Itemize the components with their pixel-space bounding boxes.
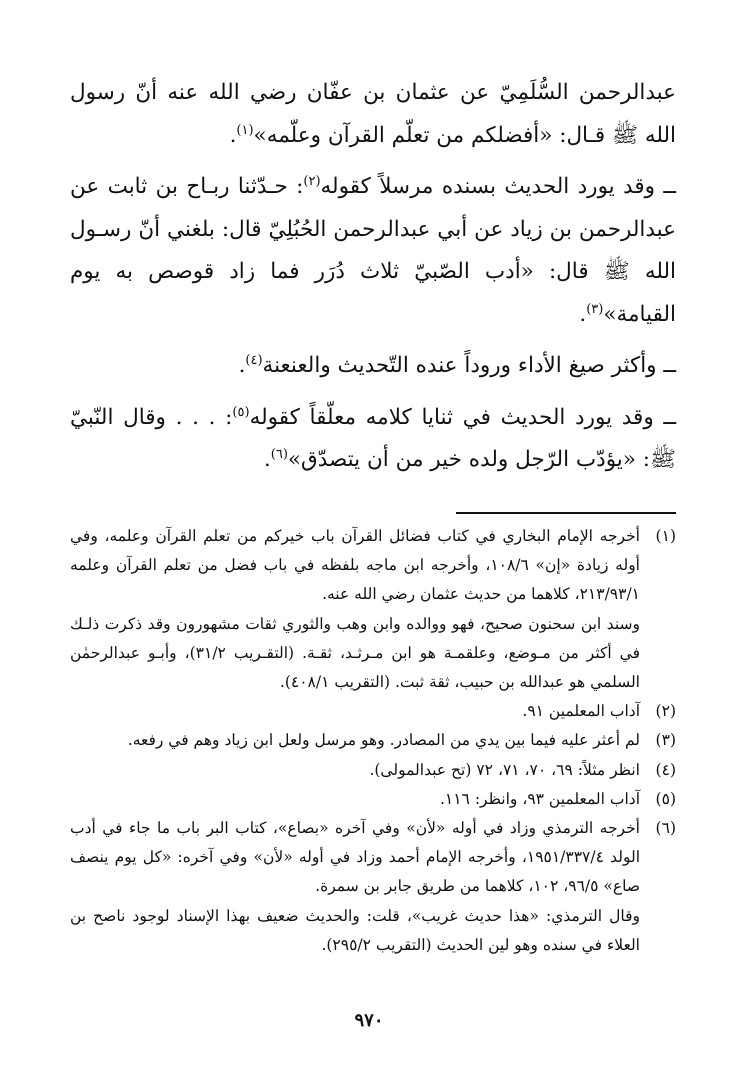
paragraph-4: ــ وقد يورد الحديث في ثنايا كلامه معلّقاً كقوله$^{(٥)}$: . . . وقال النّبيّ ﷺ: «يؤدّب الرّجل ولده خير من أن يتصدّق»$^{(٦)}$. bbox=[70, 404, 676, 472]
footnote-ref: (٤) bbox=[245, 352, 263, 368]
footnote-text: أخرجه الإمام البخاري في كتاب فضائل القرآن باب خيركم من تعلم القرآن وعلمه، وفي أوله زيادة «إن» ١٠٨/٦، وأخرجه ابن ماجه بلفظه في باب فضل من تعلم القرآن وعلمه ٢١٣/٩٣/١، كلاهما من حديث عثمان رضي الله عنه. bbox=[70, 527, 640, 604]
footnote-4 bbox=[70, 756, 676, 785]
footnote-number: (٣) bbox=[655, 731, 676, 750]
footnote-ref: (١) bbox=[236, 122, 254, 138]
main-text bbox=[70, 72, 676, 482]
footnote-ref: (٦) bbox=[270, 446, 288, 462]
footnote-text: لم أعثر عليه فيما بين يدي من المصادر. وهو مرسل ولعل ابن زياد وهم في رفعه. bbox=[127, 731, 640, 750]
footnote-2 bbox=[70, 697, 676, 726]
footnote-ref: (٥) bbox=[232, 404, 250, 420]
footnote-text: أخرجه الترمذي وزاد في أوله «لأن» وفي آخره «بصاع»، كتاب البر باب ما جاء في أدب الولد ١٩٥١/٣٣٧/٤، وأخرجه الإمام أحمد وزاد في أوله «لأن» وفي آخره: «كل يوم ينصف صاع» ٩٦/٥، ١٠٢، كلاهما من طريق جابر بن سمرة. bbox=[70, 819, 640, 896]
footnote-number: (٤) bbox=[655, 760, 676, 779]
footnote-divider bbox=[456, 512, 676, 514]
footnote-3 bbox=[70, 726, 676, 755]
footnote-text: وسند ابن سحنون صحيح، فهو ووالده وابن وهب والثوري ثقات مشهورون وقد ذكرت ذلـك في أكثر من مـوضع، وعلقمـة هو ابن مـرثـد، ثقـة. (التقـريب ٣١/٢)، وأبـو عبدالرحمٰن السلمي هو عبدالله بن حبيب، ثقة ثبت. (التقريب ٤٠٨/١). bbox=[70, 614, 641, 692]
footnote-text: آداب المعلمين ٩١. bbox=[522, 702, 640, 721]
footnote-number: (٥) bbox=[655, 789, 676, 808]
paragraph-1: عبدالرحمن السُّلَمِيّ عن عثمان بن عفّان رضي الله عنه أنّ رسول الله ﷺ قـال: «أفضلكم من تعلّم القرآن وعلّمه»$^{(١)}$. bbox=[70, 80, 676, 148]
footnote-text: انظر مثلاً: ٦٩، ٧٠، ٧١، ٧٢ (تح عبدالمولى). bbox=[369, 760, 640, 779]
footnote-text: آداب المعلمين ٩٣، وانظر: ١١٦. bbox=[439, 789, 640, 808]
footnote-6 bbox=[70, 814, 676, 960]
footnote-number: (٢) bbox=[655, 702, 676, 721]
footnote-number: (١) bbox=[655, 527, 676, 545]
footnotes bbox=[70, 522, 676, 960]
footnote-5 bbox=[70, 785, 676, 814]
footnote-ref: (٢) bbox=[303, 173, 321, 189]
paragraph-2: ــ وقد يورد الحديث بسنده مرسلاً كقوله$^{(٢)}$: حـدّثنا ربـاح بن ثابت عن عبدالرحمن بن زياد عن أبي عبدالرحمن الحُبُلِيّ قال: بلغني أنّ رسـول الله ﷺ قال: «أدب الصّبيّ ثلاث دُرَر فما زاد قوصص به يوم القيامة»$^{(٣)}$. bbox=[70, 173, 676, 327]
footnote-text: وقال الترمذي: «هذا حديث غريب»، قلت: والحديث ضعيف بهذا الإسناد لوجود ناصح بن العلاء في سنده وهو لين الحديث (التقريب ٢٩٥/٢). bbox=[70, 906, 640, 954]
page-number: ٩٧٠ bbox=[354, 1010, 384, 1031]
footnote-ref: (٣) bbox=[586, 301, 604, 317]
footnote-number: (٦) bbox=[655, 819, 676, 838]
paragraph-3: ــ وأكثر صيغ الأداء وروداً عنده التّحديث والعنعنة$^{(٤)}$. bbox=[238, 352, 676, 378]
footnote-1 bbox=[70, 522, 676, 697]
